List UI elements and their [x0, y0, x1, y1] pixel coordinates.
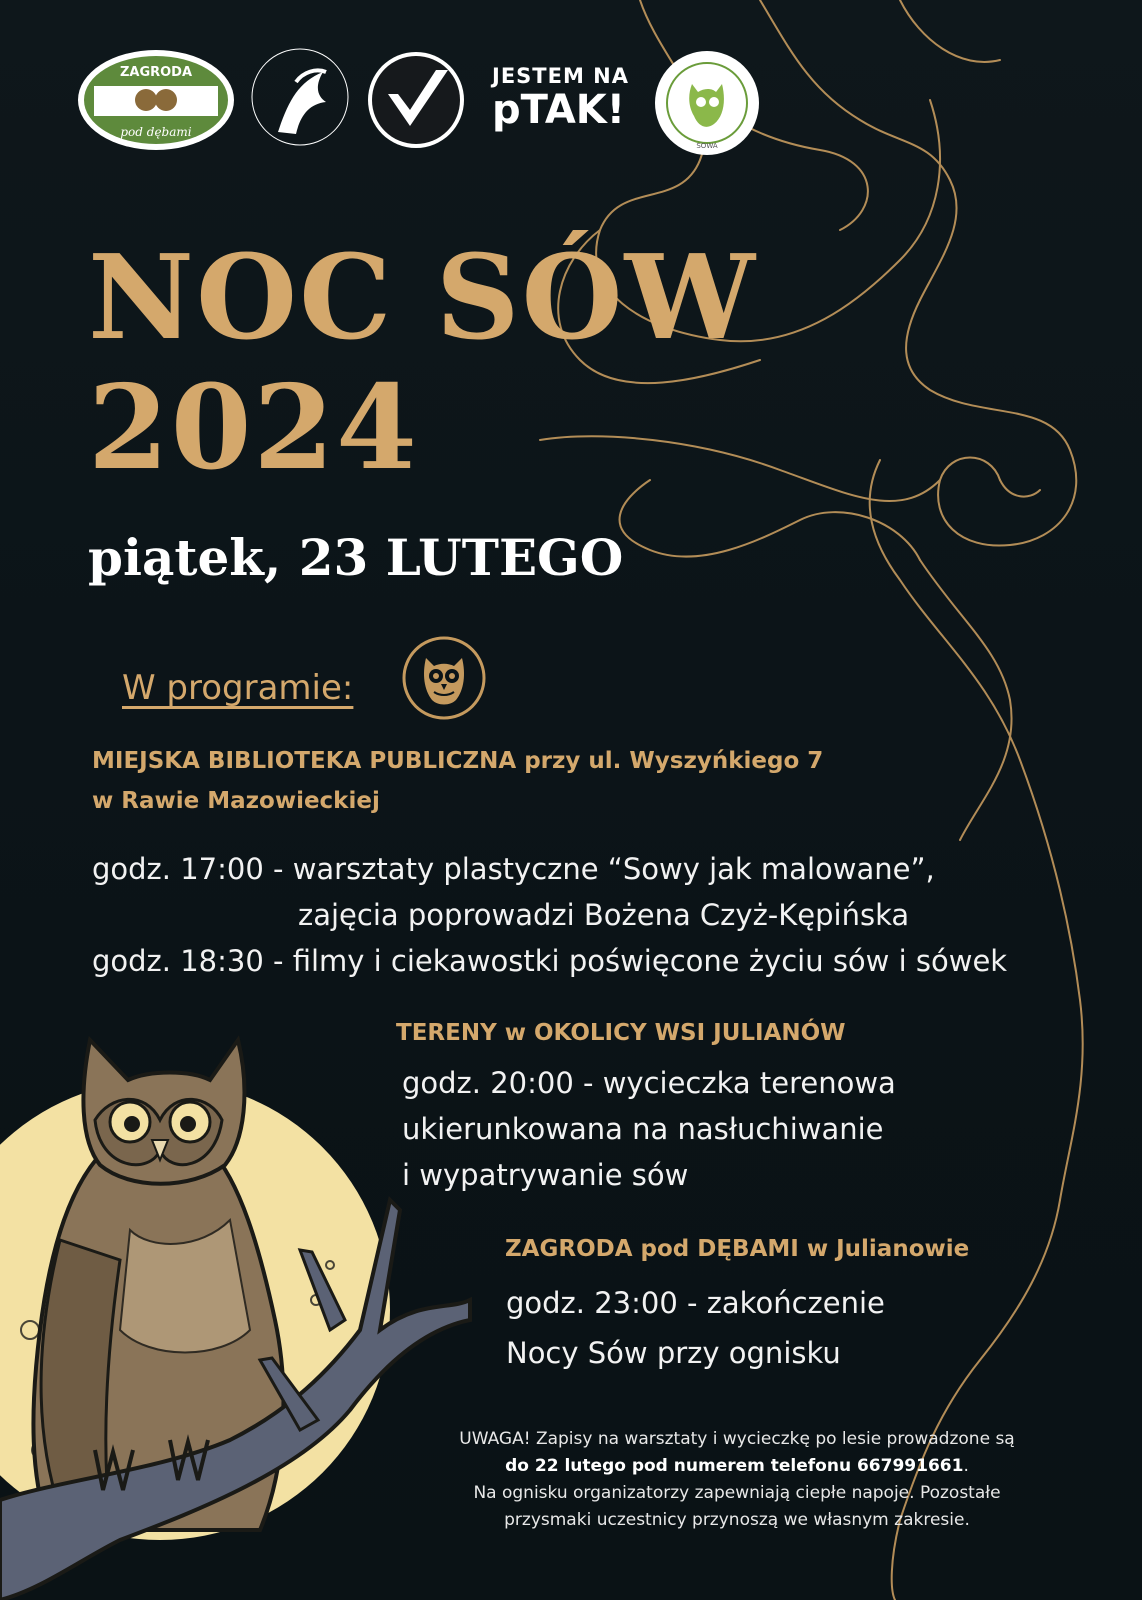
schedule-line: zajęcia poprowadzi Bożena Czyż-Kępińska: [298, 898, 910, 932]
zagroda-logo: [76, 48, 236, 152]
schedule-line: ukierunkowana na nasłuchiwanie: [402, 1112, 884, 1146]
schedule-line: godz. 18:30 - filmy i ciekawostki poświęcone życiu sów i sówek: [92, 944, 1008, 978]
owl-badge-icon: [402, 636, 486, 720]
sowa-logo: [654, 50, 760, 156]
schedule-line: godz. 17:00 - warsztaty plastyczne “Sowy jak malowane”,: [92, 852, 935, 886]
schedule-line: godz. 23:00 - zakończenie: [506, 1286, 885, 1320]
bird-icon: [278, 72, 326, 134]
library-logo: [248, 42, 352, 152]
schedule-line: godz. 20:00 - wycieczka terenowa: [402, 1066, 896, 1100]
svg-text:SOWA: SOWA: [696, 142, 718, 150]
program-label: W programie:: [122, 668, 354, 708]
event-date: piątek, 23 LUTEGO: [88, 528, 624, 587]
ptak-slogan: [492, 64, 642, 132]
svg-text:ZAGRODA: ZAGRODA: [119, 65, 193, 80]
partner-logos: [76, 42, 796, 172]
note-period: .: [963, 1456, 969, 1476]
ptak-slogan-line2: pTAK!: [492, 87, 626, 133]
schedule-line: i wypatrywanie sów: [402, 1158, 689, 1192]
registration-note: [392, 1426, 1082, 1534]
registration-deadline: do 22 lutego pod numerem telefonu 667991661: [505, 1456, 964, 1476]
schedule-line: Nocy Sów przy ognisku: [506, 1336, 841, 1370]
ptak-logo: [364, 48, 468, 152]
note-line: Na ognisku organizatorzy zapewniają ciepłe napoje. Pozostałe: [473, 1483, 1001, 1503]
event-title-line1: NOC SÓW: [88, 230, 757, 366]
svg-text:pod dębami: pod dębami: [120, 125, 192, 139]
acorn-icon: [135, 89, 157, 111]
ptak-slogan-line1: JESTEM NA: [492, 64, 629, 88]
note-line-phone: [392, 1453, 1082, 1480]
venue-zagroda: ZAGRODA pod DĘBAMI w Julianowie: [505, 1236, 970, 1262]
note-line: przysmaki uczestnicy przynoszą we własnym zakresie.: [504, 1510, 970, 1530]
venue-julianow-area: TERENY w OKOLICY WSI JULIANÓW: [396, 1020, 846, 1046]
note-line: UWAGA! Zapisy na warsztaty i wycieczkę po lesie prowadzone są: [459, 1429, 1015, 1449]
venue-library: MIEJSKA BIBLIOTEKA PUBLICZNA przy ul. Wyszyńkiego 7: [92, 748, 824, 774]
venue-library-city: w Rawie Mazowieckiej: [92, 788, 380, 814]
event-title-line2: 2024: [88, 360, 419, 496]
